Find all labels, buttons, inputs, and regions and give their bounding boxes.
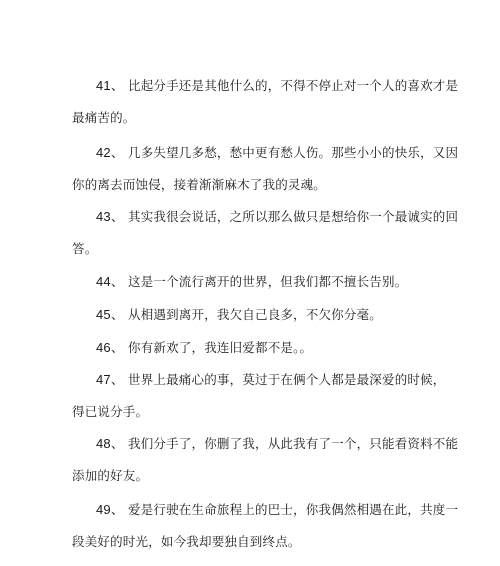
list-item-41 xyxy=(72,70,459,134)
item-text-line: 这是一个流行离开的世界，但我们都不擅长告别。 xyxy=(128,274,408,289)
item-number: 41、 xyxy=(96,78,125,93)
item-text-line: 答。 xyxy=(72,241,98,256)
item-text-line: 我们分手了，你删了我，从此我有了一个，只能看资料不能 xyxy=(128,436,459,451)
item-number: 45、 xyxy=(96,307,125,322)
item-number: 48、 xyxy=(96,436,125,451)
item-text-line: 段美好的时光，如今我却要独自到终点。 xyxy=(72,534,301,549)
item-text-line: 爱是行驶在生命旅程上的巴士，你我偶然相遇在此，共度一 xyxy=(128,502,459,517)
item-number: 49、 xyxy=(96,502,125,517)
item-text-line: 得已说分手。 xyxy=(72,404,149,419)
list-item-49 xyxy=(72,494,459,558)
item-number: 44、 xyxy=(96,274,125,289)
item-number: 42、 xyxy=(96,145,125,160)
item-text-line: 其实我很会说话，之所以那么做只是想给你一个最诚实的回 xyxy=(128,209,459,224)
item-text-line: 添加的好友。 xyxy=(72,468,149,483)
item-text-line: 从相遇到离开，我欠自己良多，不欠你分毫。 xyxy=(128,307,383,322)
list-item-48 xyxy=(72,428,459,492)
list-item-45 xyxy=(72,299,432,331)
item-text-line: 你有新欢了，我连旧爱都不是。。 xyxy=(128,340,313,355)
item-number: 47、 xyxy=(96,372,125,387)
item-number: 43、 xyxy=(96,209,125,224)
item-number: 46、 xyxy=(96,340,125,355)
list-item-42 xyxy=(72,137,459,201)
list-item-44 xyxy=(72,266,432,298)
list-item-47 xyxy=(72,364,446,428)
list-item-46 xyxy=(72,332,432,364)
list-item-43 xyxy=(72,201,459,265)
item-text-line: 世界上最痛心的事，莫过于在俩个人都是最深爱的时候， xyxy=(128,372,446,387)
item-text-line: 几多失望几多愁，愁中更有愁人伤。那些小小的快乐，又因 xyxy=(128,145,459,160)
item-text-line: 你的离去而蚀侵，接着渐渐麻木了我的灵魂。 xyxy=(72,177,327,192)
item-text-line: 最痛苦的。 xyxy=(72,110,136,125)
item-text-line: 比起分手还是其他什么的，不得不停止对一个人的喜欢才是 xyxy=(128,78,459,93)
